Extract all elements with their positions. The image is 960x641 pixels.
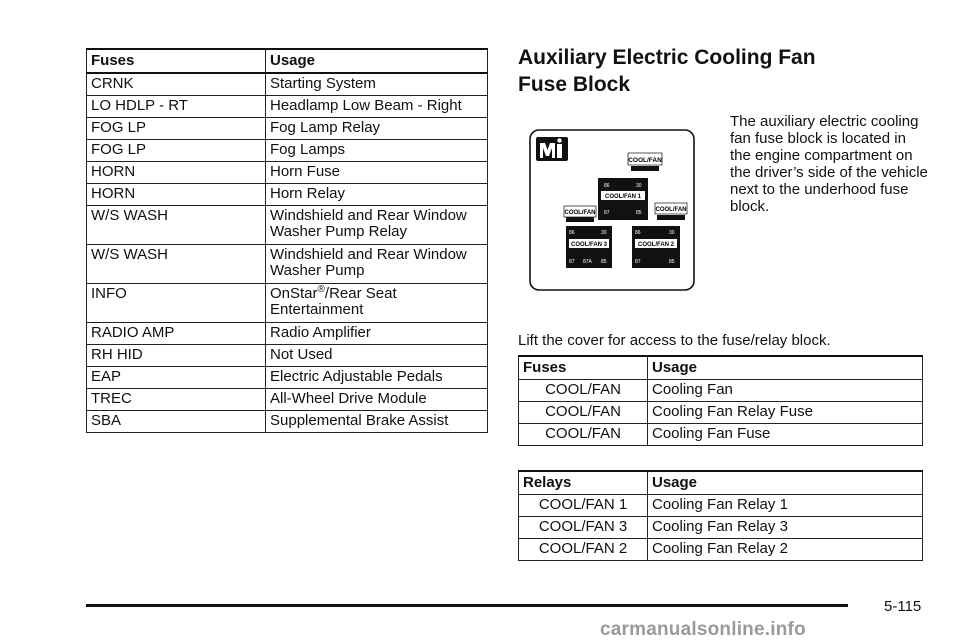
- table-row: [87, 411, 488, 433]
- relay-cool-fan-1: [598, 178, 648, 220]
- owner-manual-icon: [536, 137, 568, 161]
- column-header: Fuses: [519, 356, 648, 380]
- usage-cell: Cooling Fan Relay 3: [648, 517, 923, 539]
- fuse-cell: COOL/FAN: [519, 380, 648, 402]
- table-row: [87, 162, 488, 184]
- fuse-cell: LO HDLP - RT: [87, 96, 266, 118]
- fuse-cell: TREC: [87, 389, 266, 411]
- usage-cell: All-Wheel Drive Module: [266, 389, 488, 411]
- fuse-block-description: The auxiliary electric cooling fan fuse block is located in the engine compartment on the driver’s side of the vehicle next to the underhood fuse block.: [730, 113, 928, 215]
- table-row: [87, 184, 488, 206]
- heading-line-2: Fuse Block: [518, 73, 631, 96]
- table-header-row: [87, 49, 488, 73]
- relay-3-label: COOL/FAN 3: [570, 242, 608, 248]
- relay-cell: COOL/FAN 1: [519, 495, 648, 517]
- fuse-cell: HORN: [87, 162, 266, 184]
- cool-fan-right-label: COOL/FAN: [655, 207, 687, 213]
- relay-cool-fan-2: [632, 226, 680, 268]
- relay-2-label: COOL/FAN 2: [637, 242, 675, 248]
- usage-cell: Horn Relay: [266, 184, 488, 206]
- fuse-cell: FOG LP: [87, 140, 266, 162]
- fuse-cell: RH HID: [87, 345, 266, 367]
- table-row: [87, 345, 488, 367]
- table-row: [87, 206, 488, 245]
- fuse-cell: FOG LP: [87, 118, 266, 140]
- relay-cool-fan-3: [566, 226, 612, 268]
- fuse-cell: CRNK: [87, 73, 266, 96]
- usage-cell: Cooling Fan Relay 2: [648, 539, 923, 561]
- usage-cell: Electric Adjustable Pedals: [266, 367, 488, 389]
- usage-cell: Not Used: [266, 345, 488, 367]
- fuse-cell: RADIO AMP: [87, 323, 266, 345]
- svg-text:87: 87: [635, 259, 641, 265]
- usage-cell: Cooling Fan: [648, 380, 923, 402]
- fuse-table-left: [86, 48, 488, 433]
- svg-text:85: 85: [636, 210, 642, 216]
- usage-cell: Windshield and Rear Window Washer Pump Relay: [266, 206, 488, 245]
- svg-text:87: 87: [604, 210, 610, 216]
- table-header-row: [519, 356, 923, 380]
- table-row: [87, 367, 488, 389]
- fuse-block-diagram: [528, 128, 696, 292]
- table-row: [87, 118, 488, 140]
- table-row: [87, 73, 488, 96]
- table-row: [519, 495, 923, 517]
- table-row: [519, 402, 923, 424]
- relay-cell: COOL/FAN 2: [519, 539, 648, 561]
- svg-text:87: 87: [569, 259, 575, 265]
- table-row: [519, 424, 923, 446]
- svg-text:30: 30: [636, 183, 642, 189]
- usage-cell: Fog Lamps: [266, 140, 488, 162]
- usage-cell: Starting System: [266, 73, 488, 96]
- usage-cell: Cooling Fan Relay Fuse: [648, 402, 923, 424]
- relays-table: [518, 470, 923, 561]
- page-number: 5-115: [884, 598, 922, 615]
- svg-text:86: 86: [604, 183, 610, 189]
- table-row: [87, 96, 488, 118]
- column-header: Relays: [519, 471, 648, 495]
- svg-text:85: 85: [669, 259, 675, 265]
- fuse-cell: COOL/FAN: [519, 402, 648, 424]
- table-row: [87, 245, 488, 284]
- heading-line-1: Auxiliary Electric Cooling Fan: [518, 46, 816, 69]
- usage-cell: Headlamp Low Beam - Right: [266, 96, 488, 118]
- fuse-cell: HORN: [87, 184, 266, 206]
- fuse-cell: COOL/FAN: [519, 424, 648, 446]
- svg-text:86: 86: [635, 230, 641, 236]
- table-header-row: [519, 471, 923, 495]
- table-row: [87, 389, 488, 411]
- lift-cover-instruction: Lift the cover for access to the fuse/relay block.: [518, 332, 831, 349]
- column-header: Fuses: [87, 49, 266, 73]
- svg-text:85: 85: [601, 259, 607, 265]
- column-header: Usage: [266, 49, 488, 73]
- svg-text:86: 86: [569, 230, 575, 236]
- usage-cell: Radio Amplifier: [266, 323, 488, 345]
- fuse-cell: EAP: [87, 367, 266, 389]
- svg-text:87A: 87A: [583, 259, 592, 265]
- fuse-cell: W/S WASH: [87, 206, 266, 245]
- usage-cell: Supplemental Brake Assist: [266, 411, 488, 433]
- footer-rule: [86, 604, 848, 607]
- column-header: Usage: [648, 471, 923, 495]
- usage-cell: Cooling Fan Relay 1: [648, 495, 923, 517]
- table-row: [519, 539, 923, 561]
- relay-1-label: COOL/FAN 1: [604, 194, 642, 200]
- usage-cell: Fog Lamp Relay: [266, 118, 488, 140]
- cool-fan-left-label: COOL/FAN: [564, 210, 596, 216]
- cool-fan-top-label: COOL/FAN: [628, 157, 662, 164]
- table-row: [87, 323, 488, 345]
- usage-cell: Horn Fuse: [266, 162, 488, 184]
- usage-cell: OnStar®/Rear Seat Entertainment: [266, 284, 488, 323]
- table-row: [87, 284, 488, 323]
- table-row: [519, 380, 923, 402]
- table-row: [519, 517, 923, 539]
- fuse-cell: W/S WASH: [87, 245, 266, 284]
- fuse-cell: SBA: [87, 411, 266, 433]
- svg-text:30: 30: [669, 230, 675, 236]
- watermark: carmanualsonline.info: [600, 619, 806, 640]
- fuse-cell: INFO: [87, 284, 266, 323]
- table-row: [87, 140, 488, 162]
- usage-cell: Windshield and Rear Window Washer Pump: [266, 245, 488, 284]
- column-header: Usage: [648, 356, 923, 380]
- usage-cell: Cooling Fan Fuse: [648, 424, 923, 446]
- relay-cell: COOL/FAN 3: [519, 517, 648, 539]
- svg-text:30: 30: [601, 230, 607, 236]
- fuses-table: [518, 355, 923, 446]
- section-heading: [518, 44, 938, 98]
